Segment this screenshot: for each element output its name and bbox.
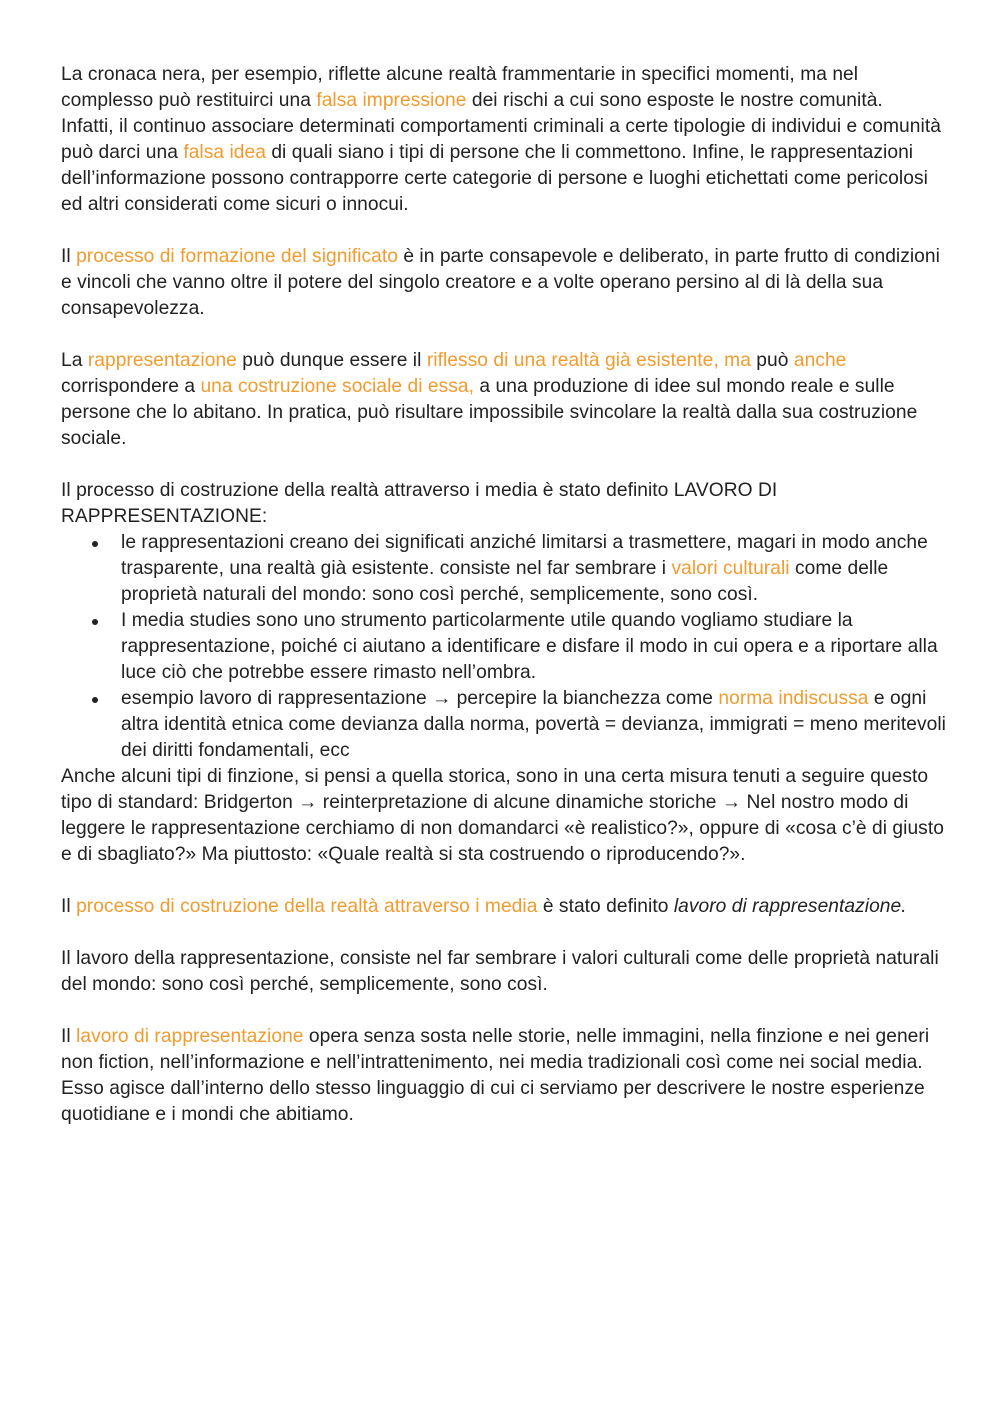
text-run: e ogni altra identità etnica come devianza dalla norma, povertà = devianza, immigrati = meno meritevoli dei diritti fondamentali, ecc [121,688,946,761]
highlight-lavoro-di-rappresentazione: lavoro di rappresentazione [76,1026,304,1047]
highlight-rappresentazione: rappresentazione [87,350,237,371]
text-run: può dunque essere il [236,350,427,371]
text-run: esempio lavoro di rappresentazione → percepire la bianchezza come [121,688,719,709]
paragraph-lavoro-valori: Il lavoro della rappresentazione, consiste nel far sembrare i valori culturali come delle proprietà naturali del mondo: sono così perché, semplicemente, sono così. [61,948,939,995]
document-page [61,62,946,1128]
text-run: è in parte consapevole e deliberato, in parte frutto di condizioni e vincoli che vanno oltre il potere del singolo creatore e a volte operano persino al di là della sua consapevolezza. [61,246,940,319]
text-run: le rappresentazioni creano dei significati anziché limitarsi a trasmettere, magari in modo anche trasparente, una realtà già esistente. consiste nel far sembrare i [121,532,928,579]
text-run: La [61,350,88,371]
paragraph-spacer [61,868,946,894]
paragraph-spacer [61,998,946,1024]
paragraph-spacer [61,452,946,478]
list-item [121,530,946,608]
highlight-norma-indiscussa: norma indiscussa [718,688,869,709]
paragraph-spacer [61,218,946,244]
highlight-falsa-impressione: falsa impressione [316,90,467,111]
text-run: dei rischi a cui sono esposte le nostre comunità. [466,90,883,111]
paragraph-finzione: Anche alcuni tipi di finzione, si pensi a quella storica, sono in una certa misura tenuti a seguire questo tipo di standard: Bridgerton → reinterpretazione di alcune dinamiche storiche → Nel nostro modo di leggere le rappresentazione cerchiamo di non domandarci «è realistico?», oppure di «cosa c’è di giusto e di sbagliato?» Ma piuttosto: «Quale realtà si sta costruendo o riproducendo?». [61,766,944,865]
text-run: è stato definito [537,896,674,917]
paragraph-lavoro-opera [61,1024,946,1128]
text-run: La cronaca nera, per esempio, riflette alcune realtà frammentarie in specifici momenti, ma nel complesso può restituirci una [61,64,859,111]
paragraph-lavoro-rappresentazione-intro: Il processo di costruzione della realtà attraverso i media è stato definito LAVORO DI RAPPRESENTAZIONE: [61,480,778,527]
text-run: Il [61,246,77,267]
paragraph-processo-significato [61,244,946,322]
paragraph-spacer [61,322,946,348]
text-run: Il [61,896,77,917]
highlight-anche: anche [793,350,847,371]
bullet-list [61,530,946,764]
text-run: Il [61,1026,77,1047]
text-run: può [750,350,794,371]
highlight-costruzione-sociale: una costruzione sociale di essa, [200,376,475,397]
text-run: di quali siano i tipi di persone che li commettono. Infine, le rappresentazioni dell’informazione possono contrapporre certe categorie di persone e luoghi etichettati come pericolosi ed altri considerati come sicuri o innocui. [61,142,928,215]
paragraph-processo-costruzione [61,894,946,920]
highlight-processo-formazione-significato: processo di formazione del significato [76,246,398,267]
text-run: opera senza sosta nelle storie, nelle immagini, nella finzione e nei generi non fiction, nell’informazione e nell’intrattenimento, nei media tradizionali così come nei social media. Esso agisce dall’interno dello stesso linguaggio di cui ci serviamo per descrivere le nostre esperienze quotidiane e i mondi che abitiamo. [61,1026,930,1125]
text-run: come delle proprietà naturali del mondo: sono così perché, semplicemente, sono così. [121,558,889,605]
text-run: I media studies sono uno strumento particolarmente utile quando vogliamo studiare la rappresentazione, poiché ci aiutano a identificare e disfare il modo in cui opera e a riportare alla luce ciò che potrebbe essere rimasto nell’ombra. [121,610,938,683]
text-run: Infatti, il continuo associare determinati comportamenti criminali a certe tipologie di individui e comunità può darci una [61,116,941,163]
list-item [121,608,946,686]
italic-lavoro-di-rappresentazione: lavoro di rappresentazione. [673,896,907,917]
text-run: a una produzione di idee sul mondo reale e sulle persone che lo abitano. In pratica, può risultare impossibile svincolare la realtà dalla sua costruzione sociale. [61,376,918,449]
paragraph-rappresentazione [61,348,946,452]
highlight-falsa-idea: falsa idea [183,142,266,163]
paragraph-infatti [61,114,946,218]
list-item [121,686,946,764]
paragraph-cronaca-nera [61,62,946,114]
text-run: corrispondere a [61,376,201,397]
highlight-riflesso-realta: riflesso di una realtà già esistente, ma [426,350,751,371]
highlight-processo-costruzione-realta: processo di costruzione della realtà attraverso i media [76,896,538,917]
paragraph-spacer [61,920,946,946]
highlight-valori-culturali: valori culturali [671,558,790,579]
